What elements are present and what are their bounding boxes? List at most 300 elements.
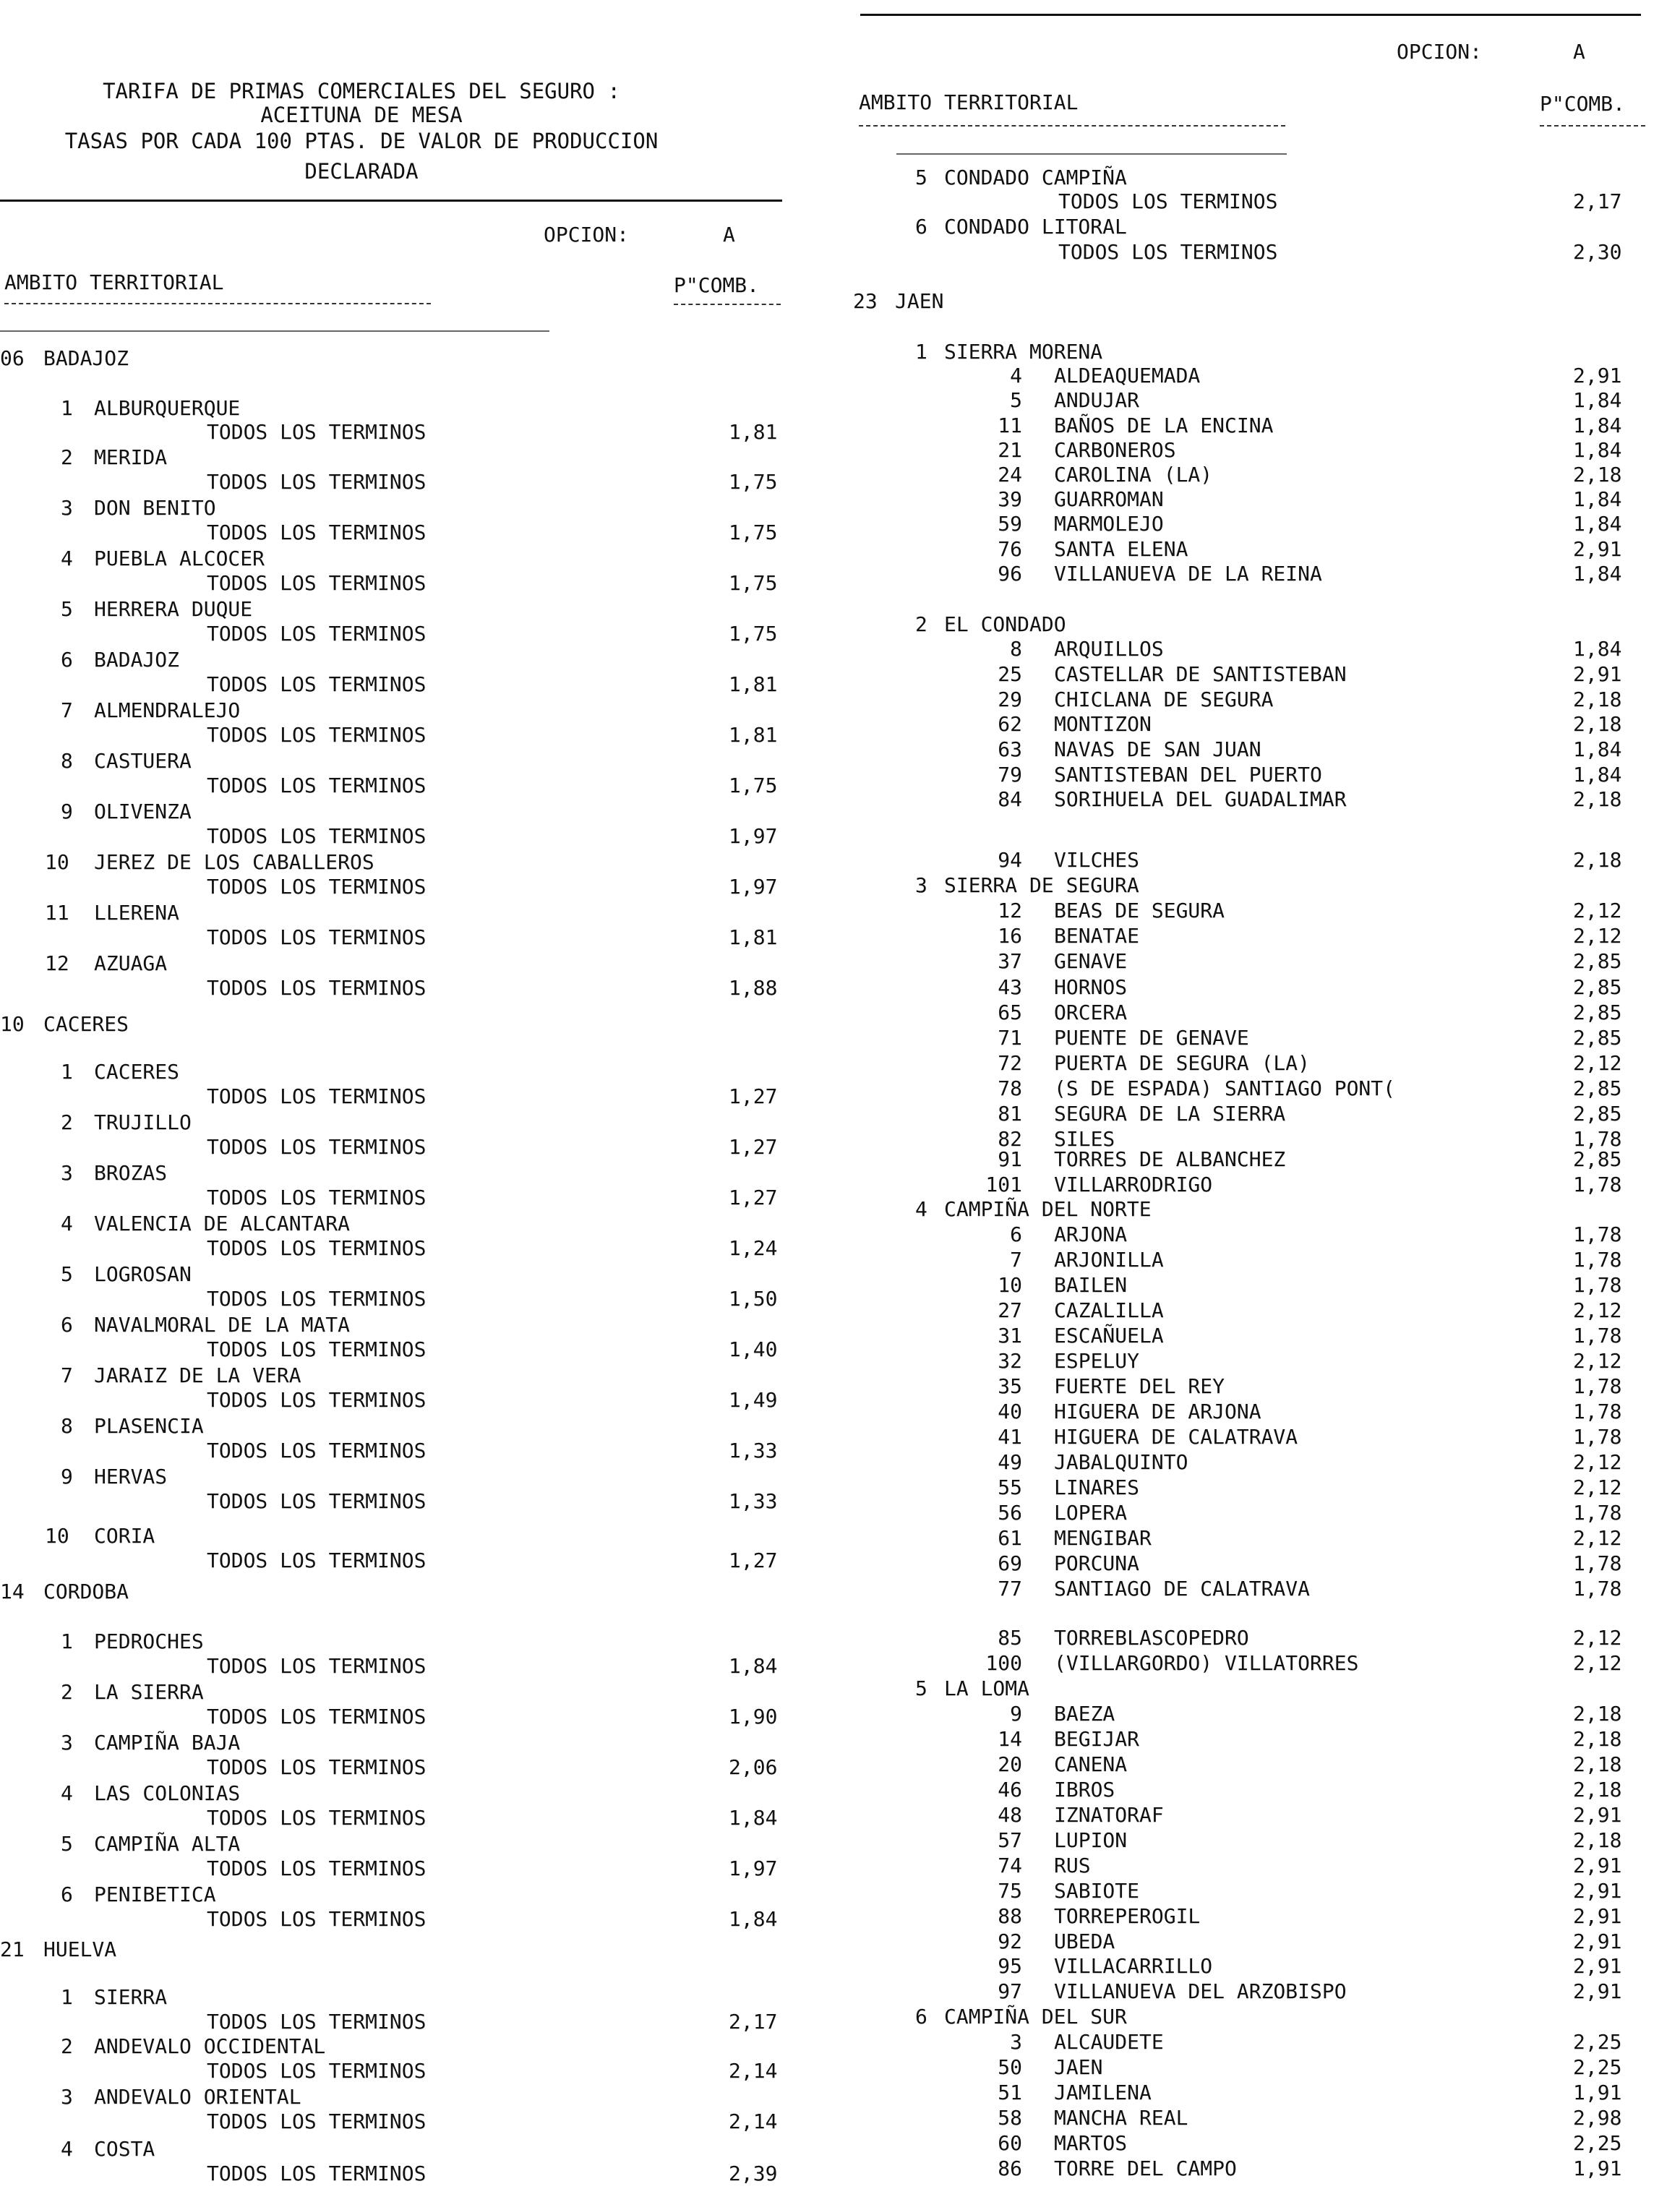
terminos-label: TODOS LOS TERMINOS (207, 774, 427, 797)
municipio-code: 3 (1010, 2030, 1022, 2054)
terminos-label: TODOS LOS TERMINOS (207, 1705, 427, 1729)
comarca-number: 2 (915, 612, 927, 636)
province-name: JAEN (895, 289, 944, 313)
comarca-number: 8 (61, 749, 73, 773)
opcion-label: OPCION: (1397, 40, 1483, 64)
province-name: CORDOBA (43, 1580, 129, 1603)
prima-value: 2,91 (1573, 1904, 1622, 1928)
prima-value: 1,27 (729, 1186, 778, 1209)
municipio-name: ORCERA (1054, 1001, 1128, 1024)
comarca-name: CONDADO CAMPIÑA (944, 166, 1127, 189)
prima-value: 1,84 (729, 1806, 778, 1830)
terminos-label: TODOS LOS TERMINOS (207, 2010, 427, 2034)
municipio-code: 85 (998, 1626, 1022, 1650)
comarca-number: 3 (61, 1161, 73, 1185)
comarca-number: 1 (915, 340, 927, 364)
municipio-code: 12 (998, 899, 1022, 922)
municipio-name: PORCUNA (1054, 1551, 1140, 1575)
municipio-name: ARQUILLOS (1054, 637, 1164, 661)
prima-value: 1,97 (729, 824, 778, 848)
comarca-name: CAMPIÑA ALTA (94, 1832, 241, 1856)
municipio-name: IZNATORAF (1054, 1803, 1164, 1827)
municipio-name: VILLACARRILLO (1054, 1954, 1213, 1978)
municipio-name: IBROS (1054, 1778, 1115, 1802)
municipio-name: HORNOS (1054, 975, 1128, 999)
prima-value: 1,78 (1573, 1577, 1622, 1601)
prima-value: 1,78 (1573, 1400, 1622, 1423)
prima-value: 2,18 (1573, 712, 1622, 736)
municipio-code: 86 (998, 2156, 1022, 2180)
province-number: 21 (0, 1937, 25, 1961)
terminos-label: TODOS LOS TERMINOS (207, 672, 427, 696)
comarca-number: 3 (61, 1731, 73, 1755)
comarca-name: BROZAS (94, 1161, 168, 1185)
province-number: 06 (0, 346, 25, 370)
municipio-code: 29 (998, 687, 1022, 711)
municipio-name: MANCHA REAL (1054, 2106, 1188, 2130)
municipio-name: LINARES (1054, 1475, 1140, 1499)
prima-value: 1,27 (729, 1548, 778, 1572)
prima-value: 2,14 (729, 2109, 778, 2133)
prima-value: 2,12 (1573, 924, 1622, 948)
comarca-number: 1 (61, 1629, 73, 1653)
municipio-code: 11 (998, 414, 1022, 437)
municipio-name: ALCAUDETE (1054, 2030, 1164, 2054)
prima-value: 1,97 (729, 1856, 778, 1880)
prima-value: 2,18 (1573, 1727, 1622, 1751)
comarca-number: 10 (45, 1524, 69, 1548)
comarca-number: 8 (61, 1414, 73, 1438)
comarca-name: AZUAGA (94, 951, 168, 975)
opcion-label: OPCION: (544, 223, 630, 247)
province-name: BADAJOZ (43, 346, 129, 370)
comarca-name: HERRERA DUQUE (94, 597, 253, 621)
terminos-label: TODOS LOS TERMINOS (1058, 189, 1278, 213)
comarca-number: 4 (61, 1781, 73, 1805)
prima-value: 1,84 (1573, 637, 1622, 661)
comarca-number: 2 (61, 1680, 73, 1704)
municipio-name: CHICLANA DE SEGURA (1054, 687, 1274, 711)
comarca-name: NAVALMORAL DE LA MATA (94, 1313, 351, 1337)
municipio-code: 78 (998, 1076, 1022, 1100)
comarca-name: ALBURQUERQUE (94, 396, 241, 420)
prima-value: 1,84 (1573, 487, 1622, 511)
prima-value: 2,85 (1573, 1001, 1622, 1024)
municipio-code: 9 (1010, 1702, 1022, 1726)
municipio-name: MARTOS (1054, 2131, 1128, 2155)
comarca-number: 6 (915, 215, 927, 239)
terminos-label: TODOS LOS TERMINOS (207, 470, 427, 494)
municipio-name: VILLANUEVA DE LA REINA (1054, 562, 1322, 586)
municipio-name: SANTIAGO DE CALATRAVA (1054, 1577, 1311, 1601)
prima-value: 1,78 (1573, 1551, 1622, 1575)
municipio-code: 41 (998, 1425, 1022, 1449)
municipio-code: 24 (998, 463, 1022, 487)
prima-value: 1,84 (1573, 737, 1622, 761)
header-thin-rule (0, 330, 549, 332)
municipio-name: PUENTE DE GENAVE (1054, 1026, 1249, 1050)
comarca-number: 6 (61, 648, 73, 672)
municipio-code: 61 (998, 1526, 1022, 1550)
municipio-code: 46 (998, 1778, 1022, 1802)
municipio-name: GUARROMAN (1054, 487, 1164, 511)
municipio-code: 82 (998, 1127, 1022, 1151)
prima-value: 1,78 (1573, 1501, 1622, 1525)
province-number: 14 (0, 1580, 25, 1603)
terminos-label: TODOS LOS TERMINOS (207, 1806, 427, 1830)
municipio-code: 5 (1010, 388, 1022, 412)
prima-value: 1,49 (729, 1388, 778, 1412)
prima-value: 1,78 (1573, 1127, 1622, 1151)
municipio-name: BENATAE (1054, 924, 1140, 948)
municipio-code: 16 (998, 924, 1022, 948)
comarca-number: 7 (61, 698, 73, 722)
prima-value: 2,18 (1573, 463, 1622, 487)
prima-value: 2,39 (729, 2162, 778, 2185)
municipio-name: BAILEN (1054, 1273, 1128, 1297)
municipio-name: SILES (1054, 1127, 1115, 1151)
municipio-code: 65 (998, 1001, 1022, 1024)
ambito-header: AMBITO TERRITORIAL (4, 270, 224, 294)
comarca-number: 9 (61, 1465, 73, 1488)
prima-value: 2,12 (1573, 1298, 1622, 1322)
municipio-name: TORREBLASCOPEDRO (1054, 1626, 1249, 1650)
comarca-number: 2 (61, 2034, 73, 2058)
municipio-code: 48 (998, 1803, 1022, 1827)
prima-value: 1,84 (1573, 512, 1622, 536)
prima-value: 2,25 (1573, 2131, 1622, 2155)
comarca-name: OLIVENZA (94, 800, 192, 823)
prima-value: 2,91 (1573, 364, 1622, 387)
comarca-number: 4 (61, 547, 73, 570)
comarca-number: 5 (61, 597, 73, 621)
municipio-name: ESPELUY (1054, 1349, 1140, 1373)
municipio-code: 101 (985, 1173, 1022, 1196)
municipio-name: CAZALILLA (1054, 1298, 1164, 1322)
right-column (839, 0, 1680, 2189)
prima-value: 1,75 (729, 774, 778, 797)
prima-value: 1,24 (729, 1236, 778, 1260)
top-rule (860, 14, 1641, 16)
municipio-code: 6 (1010, 1222, 1022, 1246)
pcomb-underline (1540, 125, 1645, 127)
comarca-name: CORIA (94, 1524, 155, 1548)
ambito-underline (859, 125, 1285, 127)
title-rule (0, 200, 782, 202)
prima-value: 2,91 (1573, 1879, 1622, 1903)
terminos-label: TODOS LOS TERMINOS (207, 1337, 427, 1361)
terminos-label: TODOS LOS TERMINOS (207, 1388, 427, 1412)
prima-value: 1,88 (729, 976, 778, 1000)
municipio-code: 97 (998, 1979, 1022, 2003)
municipio-code: 77 (998, 1577, 1022, 1601)
municipio-code: 27 (998, 1298, 1022, 1322)
prima-value: 1,84 (1573, 562, 1622, 586)
comarca-number: 3 (61, 496, 73, 520)
municipio-name: ESCAÑUELA (1054, 1324, 1164, 1348)
municipio-code: 32 (998, 1349, 1022, 1373)
comarca-number: 9 (61, 800, 73, 823)
prima-value: 1,84 (1573, 388, 1622, 412)
pcomb-header: P"COMB. (1540, 92, 1626, 116)
municipio-code: 69 (998, 1551, 1022, 1575)
municipio-name: MENGIBAR (1054, 1526, 1152, 1550)
municipio-name: CASTELLAR DE SANTISTEBAN (1054, 662, 1347, 686)
municipio-code: 56 (998, 1501, 1022, 1525)
prima-value: 1,50 (729, 1287, 778, 1311)
comarca-number: 6 (915, 2005, 927, 2029)
comarca-number: 5 (61, 1832, 73, 1856)
comarca-number: 10 (45, 850, 69, 874)
terminos-label: TODOS LOS TERMINOS (207, 1654, 427, 1678)
opcion-value: A (723, 223, 735, 247)
municipio-name: MARMOLEJO (1054, 512, 1164, 536)
comarca-name: LAS COLONIAS (94, 1781, 241, 1805)
municipio-name: CANENA (1054, 1752, 1128, 1776)
prima-value: 2,91 (1573, 1854, 1622, 1877)
prima-value: 1,91 (1573, 2081, 1622, 2104)
municipio-code: 75 (998, 1879, 1022, 1903)
municipio-name: TORREPEROGIL (1054, 1904, 1201, 1928)
prima-value: 1,78 (1573, 1248, 1622, 1272)
municipio-name: SEGURA DE LA SIERRA (1054, 1102, 1286, 1126)
comarca-name: ALMENDRALEJO (94, 698, 241, 722)
comarca-name: CAMPIÑA BAJA (94, 1731, 241, 1755)
comarca-name: DON BENITO (94, 496, 216, 520)
header-thin-rule (896, 153, 1287, 155)
comarca-name: EL CONDADO (944, 612, 1066, 636)
municipio-code: 59 (998, 512, 1022, 536)
terminos-label: TODOS LOS TERMINOS (207, 1236, 427, 1260)
prima-value: 1,90 (729, 1705, 778, 1729)
prima-value: 1,40 (729, 1337, 778, 1361)
comarca-number: 4 (915, 1197, 927, 1221)
terminos-label: TODOS LOS TERMINOS (207, 521, 427, 544)
terminos-label: TODOS LOS TERMINOS (207, 1287, 427, 1311)
comarca-name: TRUJILLO (94, 1110, 192, 1134)
municipio-name: TORRE DEL CAMPO (1054, 2156, 1237, 2180)
municipio-code: 57 (998, 1828, 1022, 1852)
prima-value: 2,18 (1573, 687, 1622, 711)
terminos-label: TODOS LOS TERMINOS (207, 723, 427, 747)
municipio-name: ARJONILLA (1054, 1248, 1164, 1272)
opcion-value: A (1573, 40, 1585, 64)
municipio-code: 14 (998, 1727, 1022, 1751)
prima-value: 1,33 (729, 1439, 778, 1462)
comarca-name: PEDROCHES (94, 1629, 204, 1653)
municipio-name: LOPERA (1054, 1501, 1128, 1525)
comarca-number: 1 (61, 1060, 73, 1084)
municipio-code: 37 (998, 949, 1022, 973)
municipio-code: 72 (998, 1051, 1022, 1075)
terminos-label: TODOS LOS TERMINOS (207, 622, 427, 646)
comarca-name: JARAIZ DE LA VERA (94, 1363, 301, 1387)
municipio-code: 35 (998, 1374, 1022, 1398)
comarca-name: PENIBETICA (94, 1882, 216, 1906)
comarca-name: CASTUERA (94, 749, 192, 773)
prima-value: 2,30 (1573, 240, 1622, 264)
municipio-name: HIGUERA DE ARJONA (1054, 1400, 1261, 1423)
prima-value: 1,27 (729, 1135, 778, 1159)
municipio-code: 63 (998, 737, 1022, 761)
comarca-number: 11 (45, 901, 69, 925)
prima-value: 2,17 (729, 2010, 778, 2034)
prima-value: 2,25 (1573, 2030, 1622, 2054)
terminos-label: TODOS LOS TERMINOS (207, 1135, 427, 1159)
prima-value: 1,81 (729, 723, 778, 747)
municipio-name: VILCHES (1054, 848, 1140, 872)
municipio-name: BAEZA (1054, 1702, 1115, 1726)
municipio-code: 10 (998, 1273, 1022, 1297)
municipio-code: 74 (998, 1854, 1022, 1877)
comarca-name: LA SIERRA (94, 1680, 204, 1704)
comarca-number: 7 (61, 1363, 73, 1387)
province-name: HUELVA (43, 1937, 117, 1961)
terminos-label: TODOS LOS TERMINOS (207, 1439, 427, 1462)
prima-value: 1,75 (729, 622, 778, 646)
prima-value: 1,78 (1573, 1222, 1622, 1246)
ambito-header: AMBITO TERRITORIAL (859, 90, 1079, 114)
municipio-code: 91 (998, 1147, 1022, 1171)
municipio-code: 79 (998, 763, 1022, 787)
comarca-name: ANDEVALO ORIENTAL (94, 2085, 301, 2109)
prima-value: 2,91 (1573, 1979, 1622, 2003)
comarca-number: 2 (61, 1110, 73, 1134)
municipio-name: SABIOTE (1054, 1879, 1140, 1903)
prima-value: 2,17 (1573, 189, 1622, 213)
municipio-name: ALDEAQUEMADA (1054, 364, 1201, 387)
comarca-name: VALENCIA DE ALCANTARA (94, 1212, 351, 1235)
comarca-name: PLASENCIA (94, 1414, 204, 1438)
prima-value: 2,18 (1573, 848, 1622, 872)
prima-value: 1,84 (729, 1907, 778, 1931)
municipio-name: VILLARRODRIGO (1054, 1173, 1213, 1196)
comarca-name: CONDADO LITORAL (944, 215, 1127, 239)
comarca-name: SIERRA DE SEGURA (944, 873, 1139, 897)
comarca-name: LLERENA (94, 901, 180, 925)
municipio-name: SANTISTEBAN DEL PUERTO (1054, 763, 1322, 787)
comarca-name: CACERES (94, 1060, 180, 1084)
municipio-name: (S DE ESPADA) SANTIAGO PONT( (1054, 1076, 1396, 1100)
municipio-name: CAROLINA (LA) (1054, 463, 1213, 487)
prima-value: 2,91 (1573, 1929, 1622, 1953)
municipio-code: 25 (998, 662, 1022, 686)
prima-value: 1,84 (1573, 414, 1622, 437)
title-line-1: TARIFA DE PRIMAS COMERCIALES DEL SEGURO : (103, 79, 620, 103)
municipio-code: 88 (998, 1904, 1022, 1928)
prima-value: 1,75 (729, 521, 778, 544)
municipio-code: 43 (998, 975, 1022, 999)
terminos-label: TODOS LOS TERMINOS (207, 925, 427, 949)
municipio-code: 81 (998, 1102, 1022, 1126)
terminos-label: TODOS LOS TERMINOS (1058, 240, 1278, 264)
municipio-code: 60 (998, 2131, 1022, 2155)
municipio-name: SANTA ELENA (1054, 537, 1188, 561)
municipio-code: 58 (998, 2106, 1022, 2130)
prima-value: 2,12 (1573, 1051, 1622, 1075)
province-name: CACERES (43, 1012, 129, 1036)
terminos-label: TODOS LOS TERMINOS (207, 1489, 427, 1513)
terminos-label: TODOS LOS TERMINOS (207, 420, 427, 444)
comarca-name: HERVAS (94, 1465, 168, 1488)
municipio-name: MONTIZON (1054, 712, 1152, 736)
comarca-name: SIERRA (94, 1985, 168, 2009)
comarca-name: CAMPIÑA DEL NORTE (944, 1197, 1152, 1221)
municipio-code: 21 (998, 438, 1022, 462)
prima-value: 2,85 (1573, 949, 1622, 973)
municipio-name: ANDUJAR (1054, 388, 1140, 412)
terminos-label: TODOS LOS TERMINOS (207, 1755, 427, 1779)
left-column (0, 0, 795, 2189)
municipio-name: FUERTE DEL REY (1054, 1374, 1225, 1398)
municipio-code: 7 (1010, 1248, 1022, 1272)
municipio-name: ARJONA (1054, 1222, 1128, 1246)
municipio-code: 95 (998, 1954, 1022, 1978)
comarca-name: ANDEVALO OCCIDENTAL (94, 2034, 326, 2058)
pcomb-header: P"COMB. (674, 273, 760, 297)
title-line-3: TASAS POR CADA 100 PTAS. DE VALOR DE PRODUCCION (64, 129, 659, 153)
prima-value: 2,25 (1573, 2055, 1622, 2079)
prima-value: 1,33 (729, 1489, 778, 1513)
prima-value: 1,75 (729, 571, 778, 595)
municipio-name: HIGUERA DE CALATRAVA (1054, 1425, 1298, 1449)
prima-value: 1,78 (1573, 1374, 1622, 1398)
municipio-code: 62 (998, 712, 1022, 736)
municipio-name: LUPION (1054, 1828, 1128, 1852)
municipio-name: UBEDA (1054, 1929, 1115, 1953)
prima-value: 2,12 (1573, 1526, 1622, 1550)
municipio-code: 4 (1010, 364, 1022, 387)
prima-value: 2,18 (1573, 787, 1622, 811)
comarca-name: SIERRA MORENA (944, 340, 1103, 364)
prima-value: 2,18 (1573, 1752, 1622, 1776)
comarca-name: PUEBLA ALCOCER (94, 547, 265, 570)
terminos-label: TODOS LOS TERMINOS (207, 1548, 427, 1572)
prima-value: 1,78 (1573, 1425, 1622, 1449)
prima-value: 2,85 (1573, 1147, 1622, 1171)
municipio-name: TORRES DE ALBANCHEZ (1054, 1147, 1286, 1171)
prima-value: 2,12 (1573, 899, 1622, 922)
municipio-code: 94 (998, 848, 1022, 872)
ambito-underline (4, 303, 431, 304)
prima-value: 1,81 (729, 672, 778, 696)
prima-value: 1,84 (1573, 438, 1622, 462)
prima-value: 1,78 (1573, 1273, 1622, 1297)
municipio-name: NAVAS DE SAN JUAN (1054, 737, 1261, 761)
municipio-name: JAMILENA (1054, 2081, 1152, 2104)
municipio-code: 71 (998, 1026, 1022, 1050)
municipio-code: 49 (998, 1450, 1022, 1474)
municipio-name: VILLANUEVA DEL ARZOBISPO (1054, 1979, 1347, 2003)
prima-value: 1,78 (1573, 1173, 1622, 1196)
comarca-number: 3 (915, 873, 927, 897)
municipio-name: GENAVE (1054, 949, 1128, 973)
prima-value: 2,18 (1573, 1828, 1622, 1852)
comarca-number: 3 (61, 2085, 73, 2109)
municipio-code: 8 (1010, 637, 1022, 661)
comarca-number: 4 (61, 1212, 73, 1235)
prima-value: 2,91 (1573, 662, 1622, 686)
municipio-code: 76 (998, 537, 1022, 561)
prima-value: 2,91 (1573, 1954, 1622, 1978)
comarca-number: 12 (45, 951, 69, 975)
comarca-name: CAMPIÑA DEL SUR (944, 2005, 1127, 2029)
municipio-name: BAÑOS DE LA ENCINA (1054, 414, 1274, 437)
municipio-name: SORIHUELA DEL GUADALIMAR (1054, 787, 1347, 811)
comarca-number: 6 (61, 1882, 73, 1906)
prima-value: 2,06 (729, 1755, 778, 1779)
municipio-code: 51 (998, 2081, 1022, 2104)
